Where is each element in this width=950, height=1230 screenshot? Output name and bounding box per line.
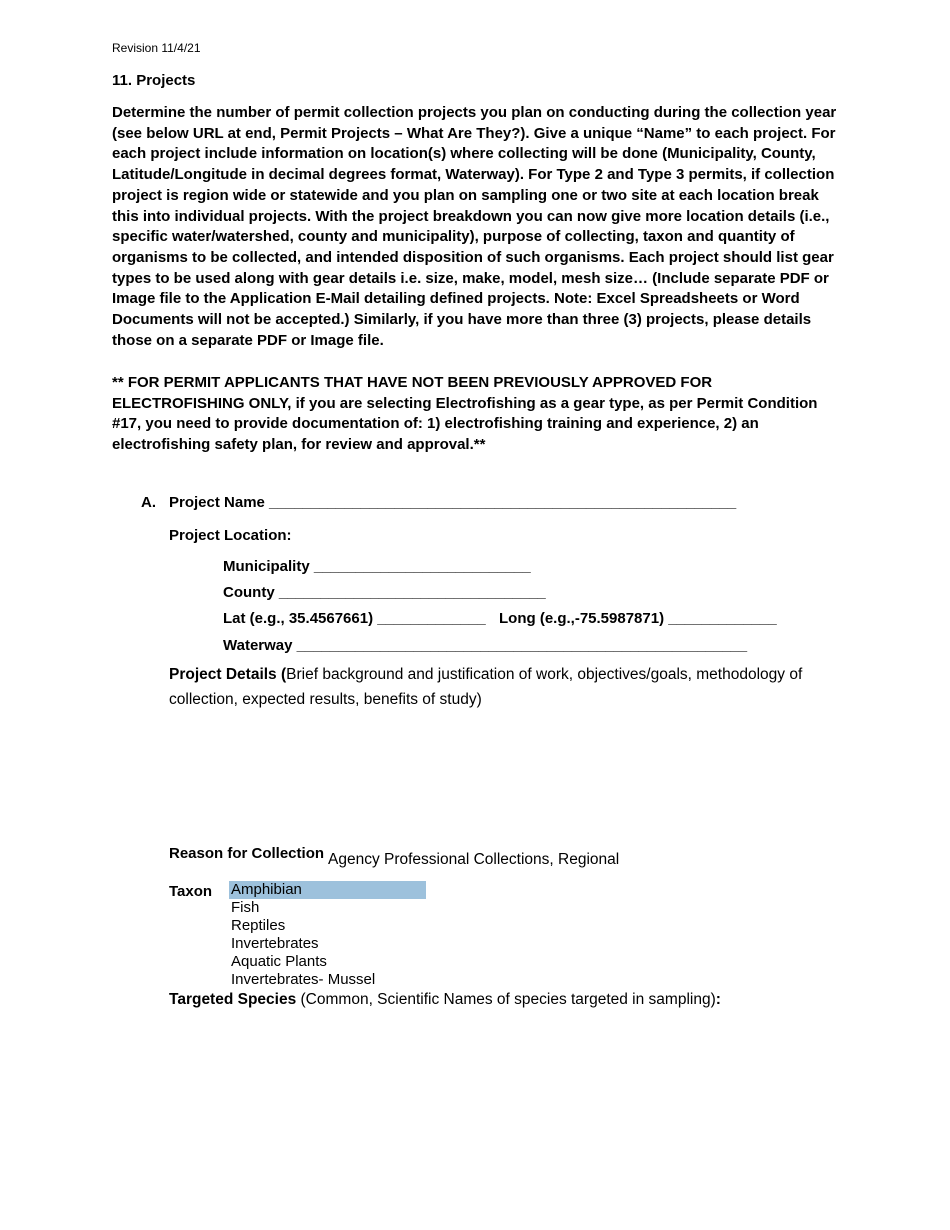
targeted-species-label: Targeted Species	[169, 991, 297, 1008]
project-details-hint: Brief background and justification of work, objectives/goals, methodology of collection, expected results, benefits of study)	[169, 666, 803, 708]
taxon-option-amphibian[interactable]: Amphibian	[229, 881, 426, 899]
taxon-listbox[interactable]	[229, 881, 429, 989]
targeted-species-colon: :	[715, 991, 721, 1008]
latitude-field[interactable]: Lat (e.g., 35.4567661) _____________	[223, 610, 486, 627]
taxon-option-fish[interactable]: Fish	[231, 899, 260, 916]
project-letter: A.	[141, 494, 156, 511]
section-title: 11. Projects	[112, 72, 196, 89]
municipality-field[interactable]: Municipality __________________________	[223, 558, 531, 575]
taxon-label: Taxon	[169, 883, 213, 900]
electrofishing-notice: ** FOR PERMIT APPLICANTS THAT HAVE NOT BEEN PREVIOUSLY APPROVED FOR ELECTROFISHING ONLY, if you are selecting Electrofishing as a gear type, as per Permit Condition #17, you need to provide documentation of: 1) electrofishing training and experience, 2) an electrofishing safety plan, for review and approval.**	[112, 374, 818, 454]
taxon-option-invertebrates[interactable]: Invertebrates	[231, 935, 319, 952]
project-name-field[interactable]: Project Name ________________________________________________________	[169, 494, 737, 511]
project-details-label: Project Details (	[169, 666, 287, 683]
longitude-field[interactable]: Long (e.g.,-75.5987871) _____________	[499, 610, 777, 627]
revision-date: Revision 11/4/21	[112, 41, 201, 55]
instructions-paragraph: Determine the number of permit collection projects you plan on conducting during the collection year (see below URL at end, Permit Projects – What Are They?). Give a unique “Name” to each project. For each project include information on location(s) where collecting will be done (Municipality, County, Latitude/Longitude in decimal degrees format, Waterway). For Type 2 and Type 3 permits, if collection project is region wide or statewide and you plan on sampling one or two site at each location break this into individual projects. With the project breakdown you can now give more location details (i.e., specific water/watershed, county and municipality), purpose of collecting, taxon and quantity of organisms to be collected, and intended disposition of such organisms. Each project should list gear types to be used along with gear details i.e. size, make, model, mesh size… (Include separate PDF or Image file to the Application E-Mail detailing defined projects. Note: Excel Spreadsheets or Word Documents will not be accepted.) Similarly, if you have more than three (3) projects, please details those on a separate PDF or Image file.	[112, 104, 837, 349]
taxon-option-reptiles[interactable]: Reptiles	[231, 917, 286, 934]
targeted-species-hint: (Common, Scientific Names of species targeted in sampling)	[296, 991, 716, 1008]
reason-label: Reason for Collection	[169, 845, 325, 862]
waterway-field[interactable]: Waterway ______________________________________________________	[223, 637, 748, 654]
reason-select[interactable]: Agency Professional Collections, Regional	[328, 851, 620, 868]
project-location-label: Project Location:	[169, 527, 292, 544]
project-details-field[interactable]	[169, 662, 829, 712]
taxon-option-mussel[interactable]: Invertebrates- Mussel	[231, 971, 376, 988]
taxon-option-aquatic-plants[interactable]: Aquatic Plants	[231, 953, 327, 970]
county-field[interactable]: County ________________________________	[223, 584, 546, 601]
targeted-species-field[interactable]	[169, 991, 721, 1009]
